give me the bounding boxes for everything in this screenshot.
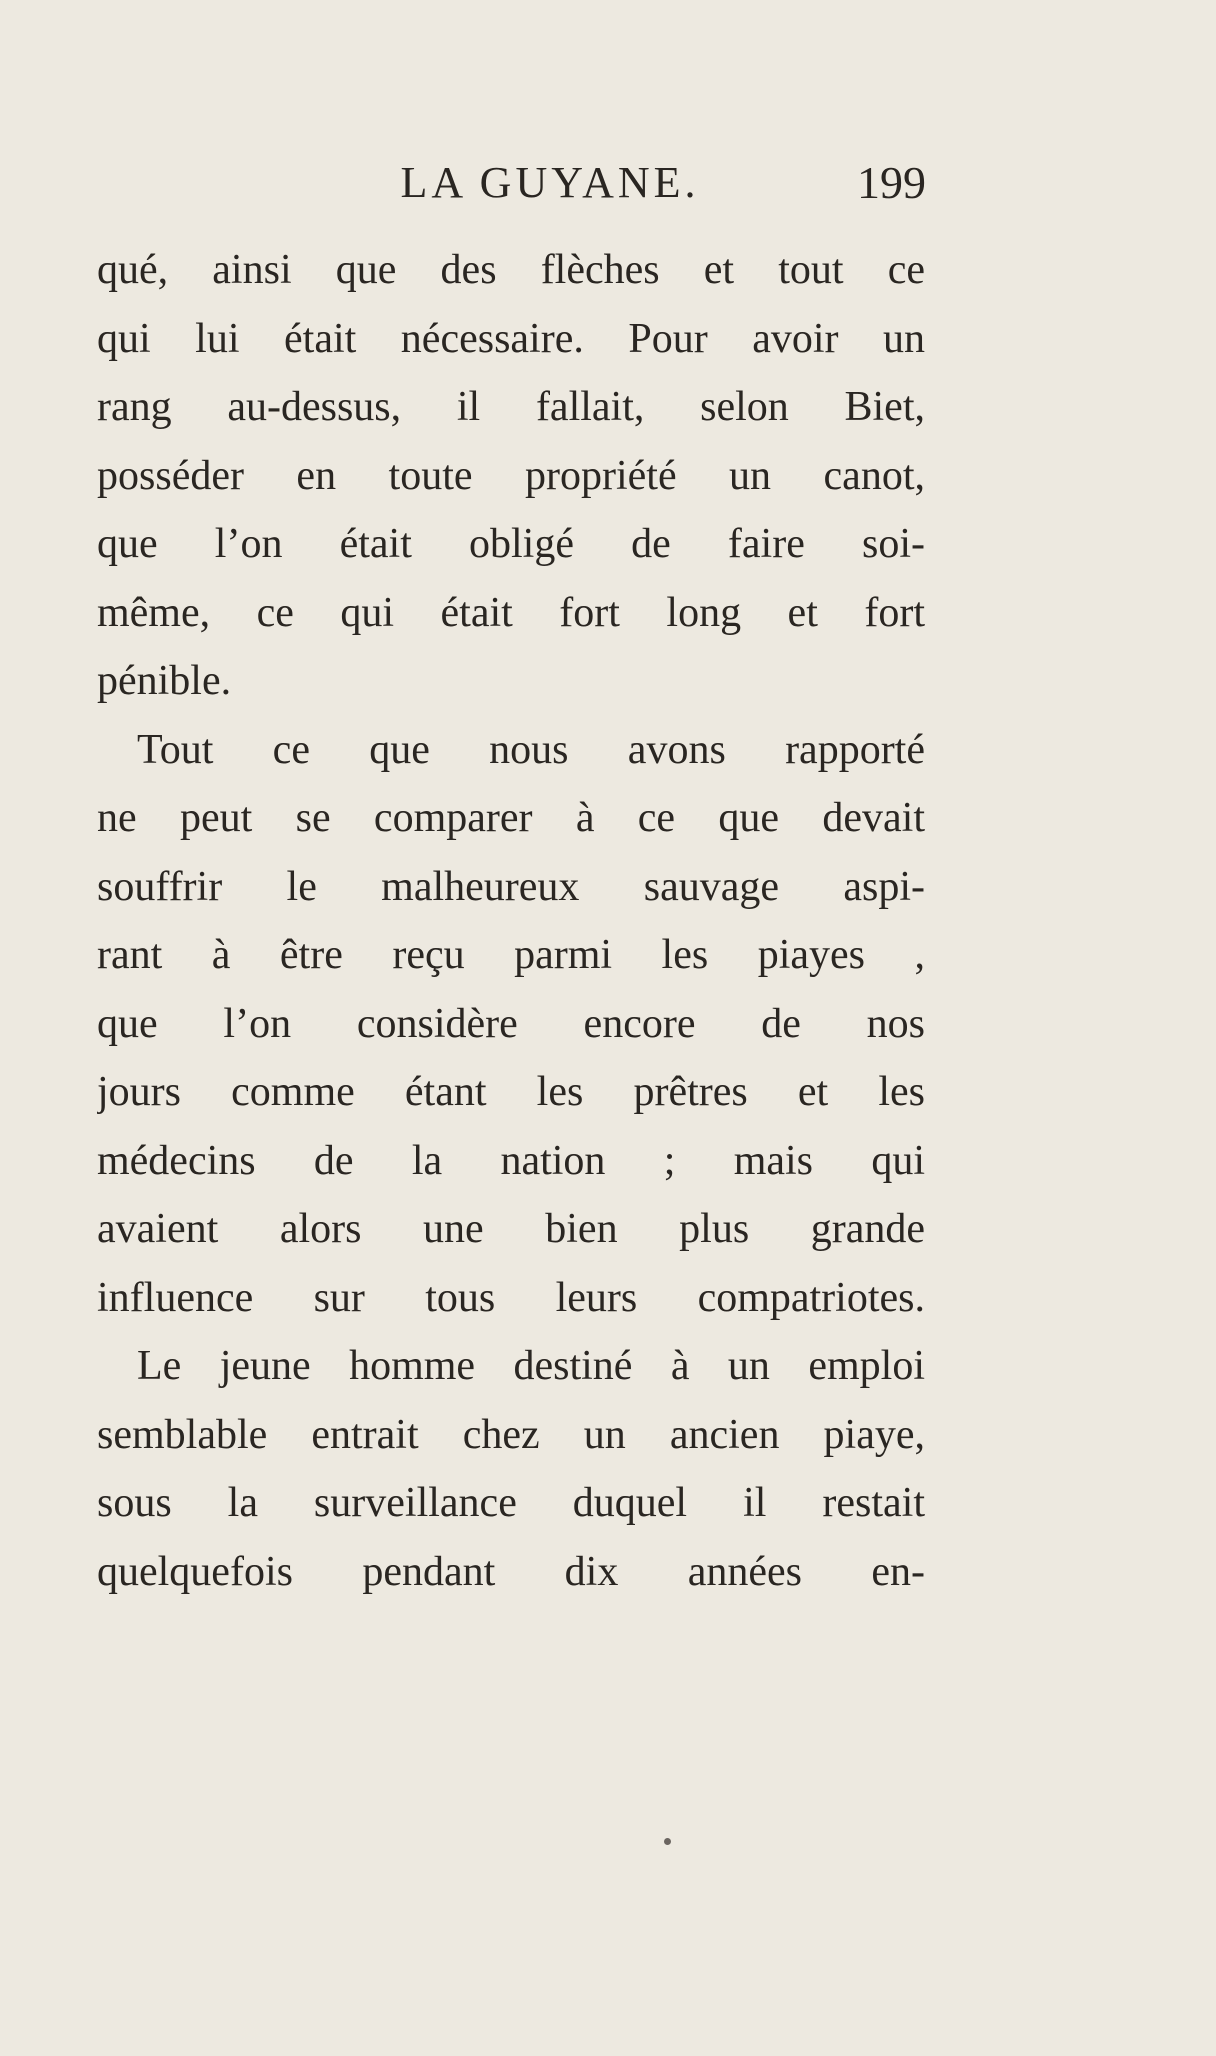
text-line: ne peut se comparer à ce que devait	[97, 795, 925, 841]
text-line: qui lui était nécessaire. Pour avoir un	[97, 315, 925, 362]
page-header	[0, 158, 1216, 208]
text-line: rang au-dessus, il fallait, selon Biet,	[97, 384, 925, 430]
running-head: LA GUYANE.	[400, 158, 700, 207]
text-line: avaient alors une bien plus grande	[97, 1206, 925, 1252]
text-line: quelquefois pendant dix années en-	[97, 1548, 925, 1595]
text-line: que l’on était obligé de faire soi-	[97, 521, 925, 567]
text-line: semblable entrait chez un ancien piaye,	[97, 1411, 925, 1458]
text-line: jours comme étant les prêtres et les	[97, 1069, 925, 1115]
body-text	[97, 236, 925, 1606]
text-line: pénible.	[97, 658, 232, 704]
text-line: Tout ce que nous avons rapporté	[137, 726, 925, 773]
ink-speck	[664, 1838, 671, 1845]
text-line: influence sur tous leurs compatriotes.	[97, 1274, 925, 1321]
text-line: sous la surveillance duquel il restait	[97, 1480, 925, 1526]
text-line: qué, ainsi que des flèches et tout ce	[97, 247, 925, 293]
page-number: 199	[857, 157, 926, 208]
text-line: médecins de la nation ; mais qui	[97, 1137, 925, 1184]
text-line: Le jeune homme destiné à un emploi	[137, 1343, 925, 1389]
text-line: posséder en toute propriété un canot,	[97, 452, 925, 499]
text-line: que l’on considère encore de nos	[97, 1000, 925, 1047]
text-line: souffrir le malheureux sauvage aspi-	[97, 863, 925, 910]
text-line: même, ce qui était fort long et fort	[97, 589, 925, 636]
text-line: rant à être reçu parmi les piayes ,	[97, 932, 925, 978]
